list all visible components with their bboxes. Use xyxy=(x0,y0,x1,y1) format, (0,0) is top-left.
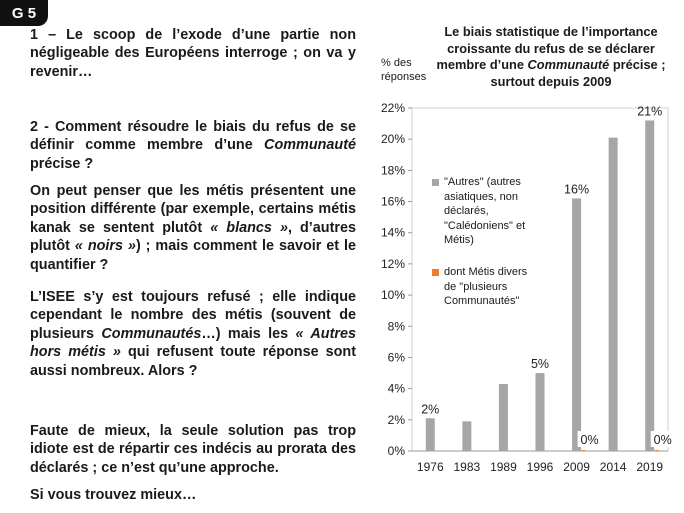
isee-text-autres: « Autres hors métis » xyxy=(30,325,356,361)
data-label-autres-1976: 2% xyxy=(421,402,440,417)
legend-autres-line-2: asiatiques, non xyxy=(444,190,518,203)
bar-autres-2014 xyxy=(609,138,618,451)
y-tick-label: 6% xyxy=(387,350,405,365)
metis-text-b: , d’autres plutôt xyxy=(30,219,357,255)
y-tick-label: 12% xyxy=(380,256,405,271)
legend-metis-line-3: Communautés" xyxy=(444,295,520,307)
bar-autres-1976 xyxy=(426,418,435,451)
legend-metis-line-2: de "plusieurs xyxy=(444,280,508,293)
chart-title-b: précise ; surtout depuis 2009 xyxy=(490,57,666,89)
bar-autres-1989 xyxy=(499,384,508,451)
y-tick-label: 2% xyxy=(387,412,405,427)
y-tick-label: 20% xyxy=(380,132,405,147)
chart-title-em: Communauté xyxy=(527,57,610,72)
y-tick-label: 8% xyxy=(387,319,405,334)
point-2-text-b: précise ? xyxy=(30,155,94,172)
data-label-metis-2019: 0% xyxy=(653,433,672,447)
bar-autres-2019 xyxy=(645,120,654,451)
faute-paragraph: Faute de mieux, la seule solution pas trop idiote est de répartir ces indécis au prorata des déclarés ; ce n’est qu’une approche. xyxy=(30,423,356,476)
data-label-autres-2019: 21% xyxy=(637,104,663,119)
legend-autres-line-3: déclarés, xyxy=(444,205,489,217)
x-tick-label-2009: 2009 xyxy=(563,460,590,474)
bar-autres-2009 xyxy=(572,198,581,451)
chart-title-a: Le biais statistique de l’importance croissante du refus de se déclarer membre d’une xyxy=(436,24,658,72)
metis-text-c: ) ; mais comment le savoir et le quantifier ? xyxy=(30,238,357,273)
x-tick-label-1983: 1983 xyxy=(453,460,481,474)
y-axis-label: % des réponses xyxy=(381,57,427,83)
legend-autres-line-1: "Autres" (autres xyxy=(444,176,521,188)
legend-label-metis xyxy=(444,265,527,309)
metis-text-noirs: « noirs » xyxy=(74,238,136,255)
y-tick-label: 14% xyxy=(380,225,405,240)
y-tick-label: 4% xyxy=(387,381,405,396)
metis-text-a: On peut penser que les métis présentent une position différente (par exemple, certains métis kanak se sentent plutôt xyxy=(30,183,356,236)
x-tick-label-1989: 1989 xyxy=(490,460,517,474)
x-tick-label-1996: 1996 xyxy=(526,460,554,474)
point-1-text: 1 – Le scoop de l’exode d’une partie non négligeable des Européens interroge ; on va y revenir… xyxy=(30,27,356,80)
legend-swatch-metis xyxy=(432,269,439,276)
legend-metis-line-1: dont Métis divers xyxy=(444,266,528,278)
y-tick-label: 18% xyxy=(380,163,405,178)
data-label-autres-2009: 16% xyxy=(564,182,590,197)
y-tick-label: 10% xyxy=(380,288,405,303)
isee-text-communautes: Communautés xyxy=(101,325,202,342)
data-label-autres-1996: 5% xyxy=(530,357,550,372)
legend-label-autres xyxy=(444,175,525,248)
bar-autres-1983 xyxy=(462,421,471,451)
metis-text-blancs: « blancs » xyxy=(210,219,288,236)
isee-text-c: qui refusent toute réponse sont aussi nombreux. Alors ? xyxy=(30,344,357,379)
legend-autres-line-4: "Calédoniens" et xyxy=(444,219,526,232)
bar-metis-2009 xyxy=(582,450,585,451)
isee-text-a: L’ISEE s’y est toujours refusé ; elle indique cependant le nombre des métis (souvent de plusieurs xyxy=(30,289,356,342)
y-tick-label: 16% xyxy=(380,194,405,209)
y-tick-label: 22% xyxy=(380,101,405,115)
bar-metis-2019 xyxy=(655,450,658,451)
data-label-metis-2009: 0% xyxy=(580,433,599,447)
point-2-text-em: Communauté xyxy=(264,137,356,154)
legend-autres-line-5: Métis) xyxy=(444,234,474,246)
y-tick-label: 0% xyxy=(387,444,405,458)
x-tick-label-2019: 2019 xyxy=(636,460,664,474)
bar-autres-1996 xyxy=(536,373,545,451)
isee-text-b: …) mais les xyxy=(201,325,296,342)
x-tick-label-1976: 1976 xyxy=(416,460,444,474)
point-2-text-a: 2 - Comment résoudre le biais du refus de se définir comme membre d’une xyxy=(30,119,356,154)
legend-swatch-autres xyxy=(432,179,439,186)
si-vous-paragraph: Si vous trouvez mieux… xyxy=(30,487,197,503)
x-tick-label-2014: 2014 xyxy=(599,460,627,474)
slide-badge-label: G 5 xyxy=(11,4,37,22)
